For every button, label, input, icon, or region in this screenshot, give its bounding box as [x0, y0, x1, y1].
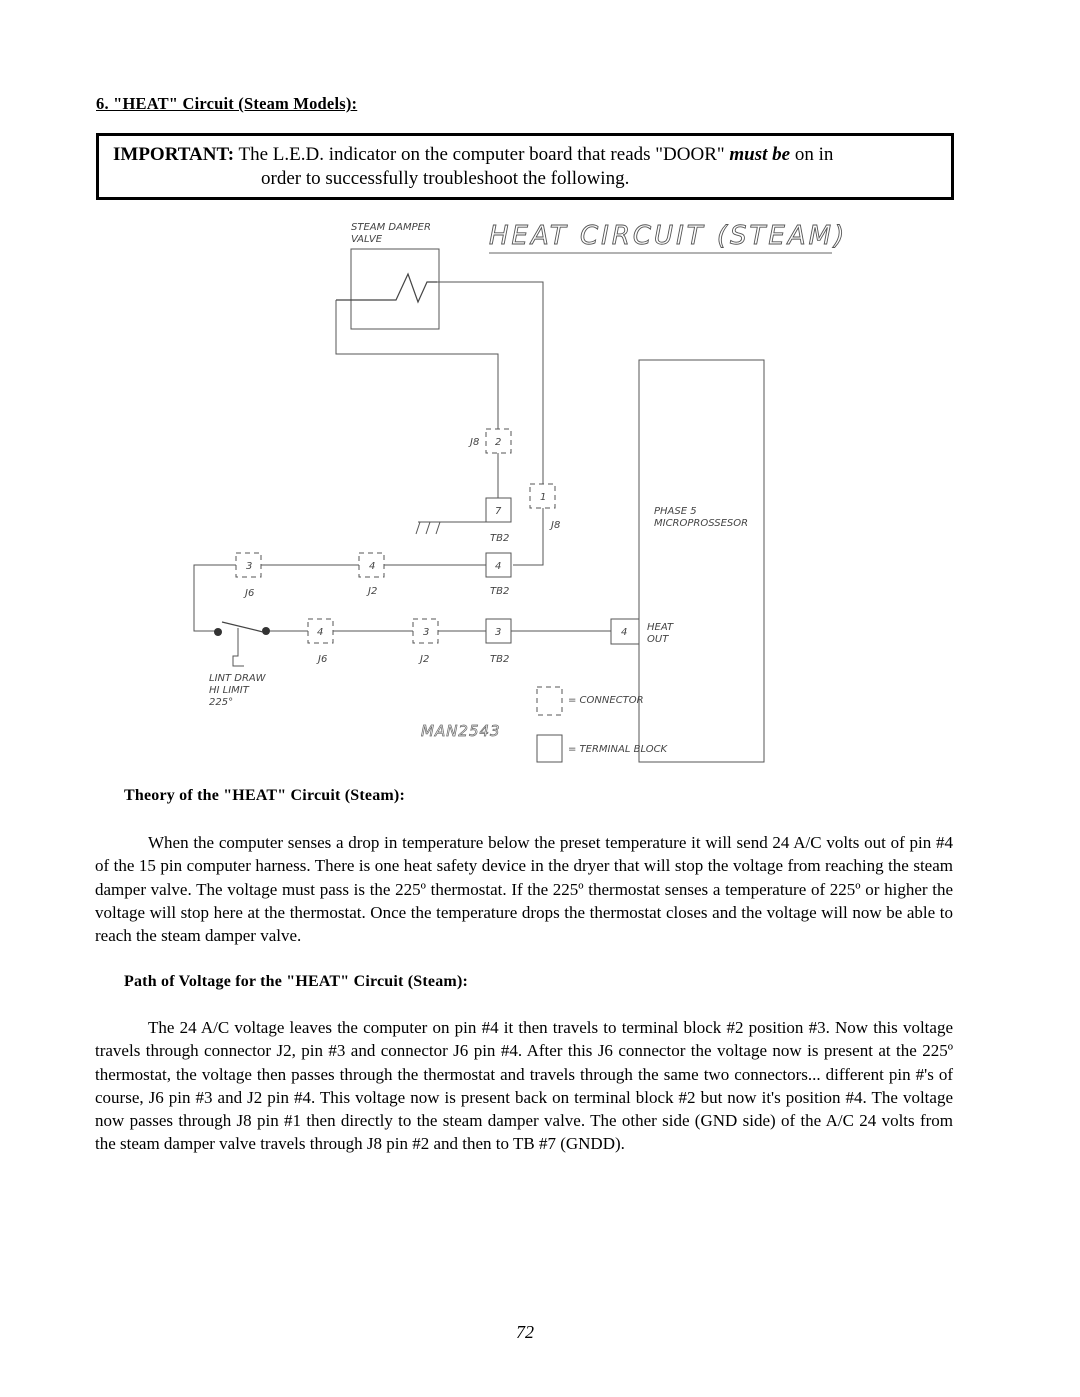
theory-heading: Theory of the "HEAT" Circuit (Steam): — [124, 787, 405, 804]
legend-connector-label: = CONNECTOR — [568, 695, 644, 706]
important-text: The L.E.D. indicator on the computer board that reads "DOOR" — [234, 144, 730, 165]
j2-pin3-number: 3 — [423, 627, 430, 638]
heat-out-label-1: HEAT — [647, 622, 674, 633]
thermostat-actuator-icon — [233, 628, 244, 666]
j6-label-b: J6 — [318, 654, 328, 665]
j2-pin4-number: 4 — [369, 561, 376, 572]
important-line-2: order to successfully troubleshoot the following. — [261, 168, 630, 189]
steam-damper-label-2: VALVE — [351, 234, 383, 245]
diagram-title: HEAT CIRCUIT (STEAM) — [489, 221, 848, 251]
wire-valve-ground — [336, 300, 498, 498]
legend-connector-symbol — [537, 687, 562, 715]
tb2-pos7-number: 7 — [495, 506, 502, 517]
tb2-label-c: TB2 — [490, 654, 510, 665]
j8-label-a: J8 — [470, 437, 480, 448]
thermostat-contact-left — [214, 628, 222, 636]
thermostat-switch-arm — [222, 622, 263, 632]
path-paragraph: The 24 A/C voltage leaves the computer on pin #4 it then travels to terminal block #2 position #3. Now this voltage travels through connector J2, pin #3 and connector J6 pin #4. After this J6 connector the voltage now is present at the 225º thermostat, the voltage then passes through the thermostat and travels through the same two connectors... different pin #'s of course, J6 pin #3 and J2 pin #4. This voltage now is present back on terminal block #2 but now it's position #4. The voltage now passes through J8 pin #1 then directly to the steam damper valve. The other side (GND side) of the A/C 24 volts from the steam damper valve travels through J8 pin #2 and then to TB #7 (GNDD). — [95, 1018, 953, 1154]
j2-label-b: J2 — [420, 654, 430, 665]
steam-damper-label-1: STEAM DAMPER — [351, 222, 431, 233]
important-label: IMPORTANT: — [113, 144, 235, 165]
j6-pin4-number: 4 — [317, 627, 324, 638]
phase5-microprocessor-box — [639, 360, 764, 762]
j6-pin3-number: 3 — [246, 561, 253, 572]
lint-label-1: LINT DRAW — [209, 673, 266, 684]
heat-out-pin-number: 4 — [621, 627, 628, 638]
j8-label-b: J8 — [551, 520, 561, 531]
tb2-pos3-number: 3 — [495, 627, 502, 638]
section-heading: 6. "HEAT" Circuit (Steam Models): — [96, 94, 358, 113]
phase5-label-1: PHASE 5 — [654, 506, 697, 517]
lint-label-3: 225° — [209, 697, 234, 708]
tb2-pos4-number: 4 — [495, 561, 502, 572]
j2-label-a: J2 — [368, 586, 378, 597]
legend-terminal-symbol — [537, 735, 562, 762]
path-heading: Path of Voltage for the "HEAT" Circuit (Steam): — [124, 973, 469, 990]
manual-code: MAN2543 — [421, 722, 501, 740]
phase5-label-2: MICROPROSSESOR — [654, 518, 749, 529]
j8-pin1-number: 1 — [540, 492, 547, 503]
thermostat-contact-right — [262, 627, 270, 635]
tb2-label-a: TB2 — [490, 533, 510, 544]
tb2-label-b: TB2 — [490, 586, 510, 597]
heat-out-label-2: OUT — [647, 634, 669, 645]
ground-icon — [416, 522, 440, 534]
steam-damper-valve-box — [351, 249, 439, 329]
theory-paragraph: When the computer senses a drop in temperature below the preset temperature it will send 24 A/C volts out of pin #4 of the 15 pin computer harness. There is one heat safety device in the dryer that will stop the voltage from reaching the steam damper valve. The voltage must pass is the 225º thermostat. If the 225º thermostat senses a temperature of 225º or higher the voltage will stop here at the thermostat. Once the temperature drops the thermostat closes and the voltage will now be able to reach the steam damper valve. — [95, 833, 953, 946]
wire-top-row — [194, 565, 236, 631]
wire-valve-supply — [437, 282, 543, 565]
important-emphasis: must be — [729, 144, 791, 165]
important-text-after: on in — [790, 144, 834, 165]
j6-label-a: J6 — [245, 588, 255, 599]
lint-label-2: HI LIMIT — [209, 685, 249, 696]
j8-pin2-number: 2 — [495, 437, 502, 448]
page-number: 72 — [516, 1322, 534, 1342]
legend-terminal-label: = TERMINAL BLOCK — [568, 744, 668, 755]
